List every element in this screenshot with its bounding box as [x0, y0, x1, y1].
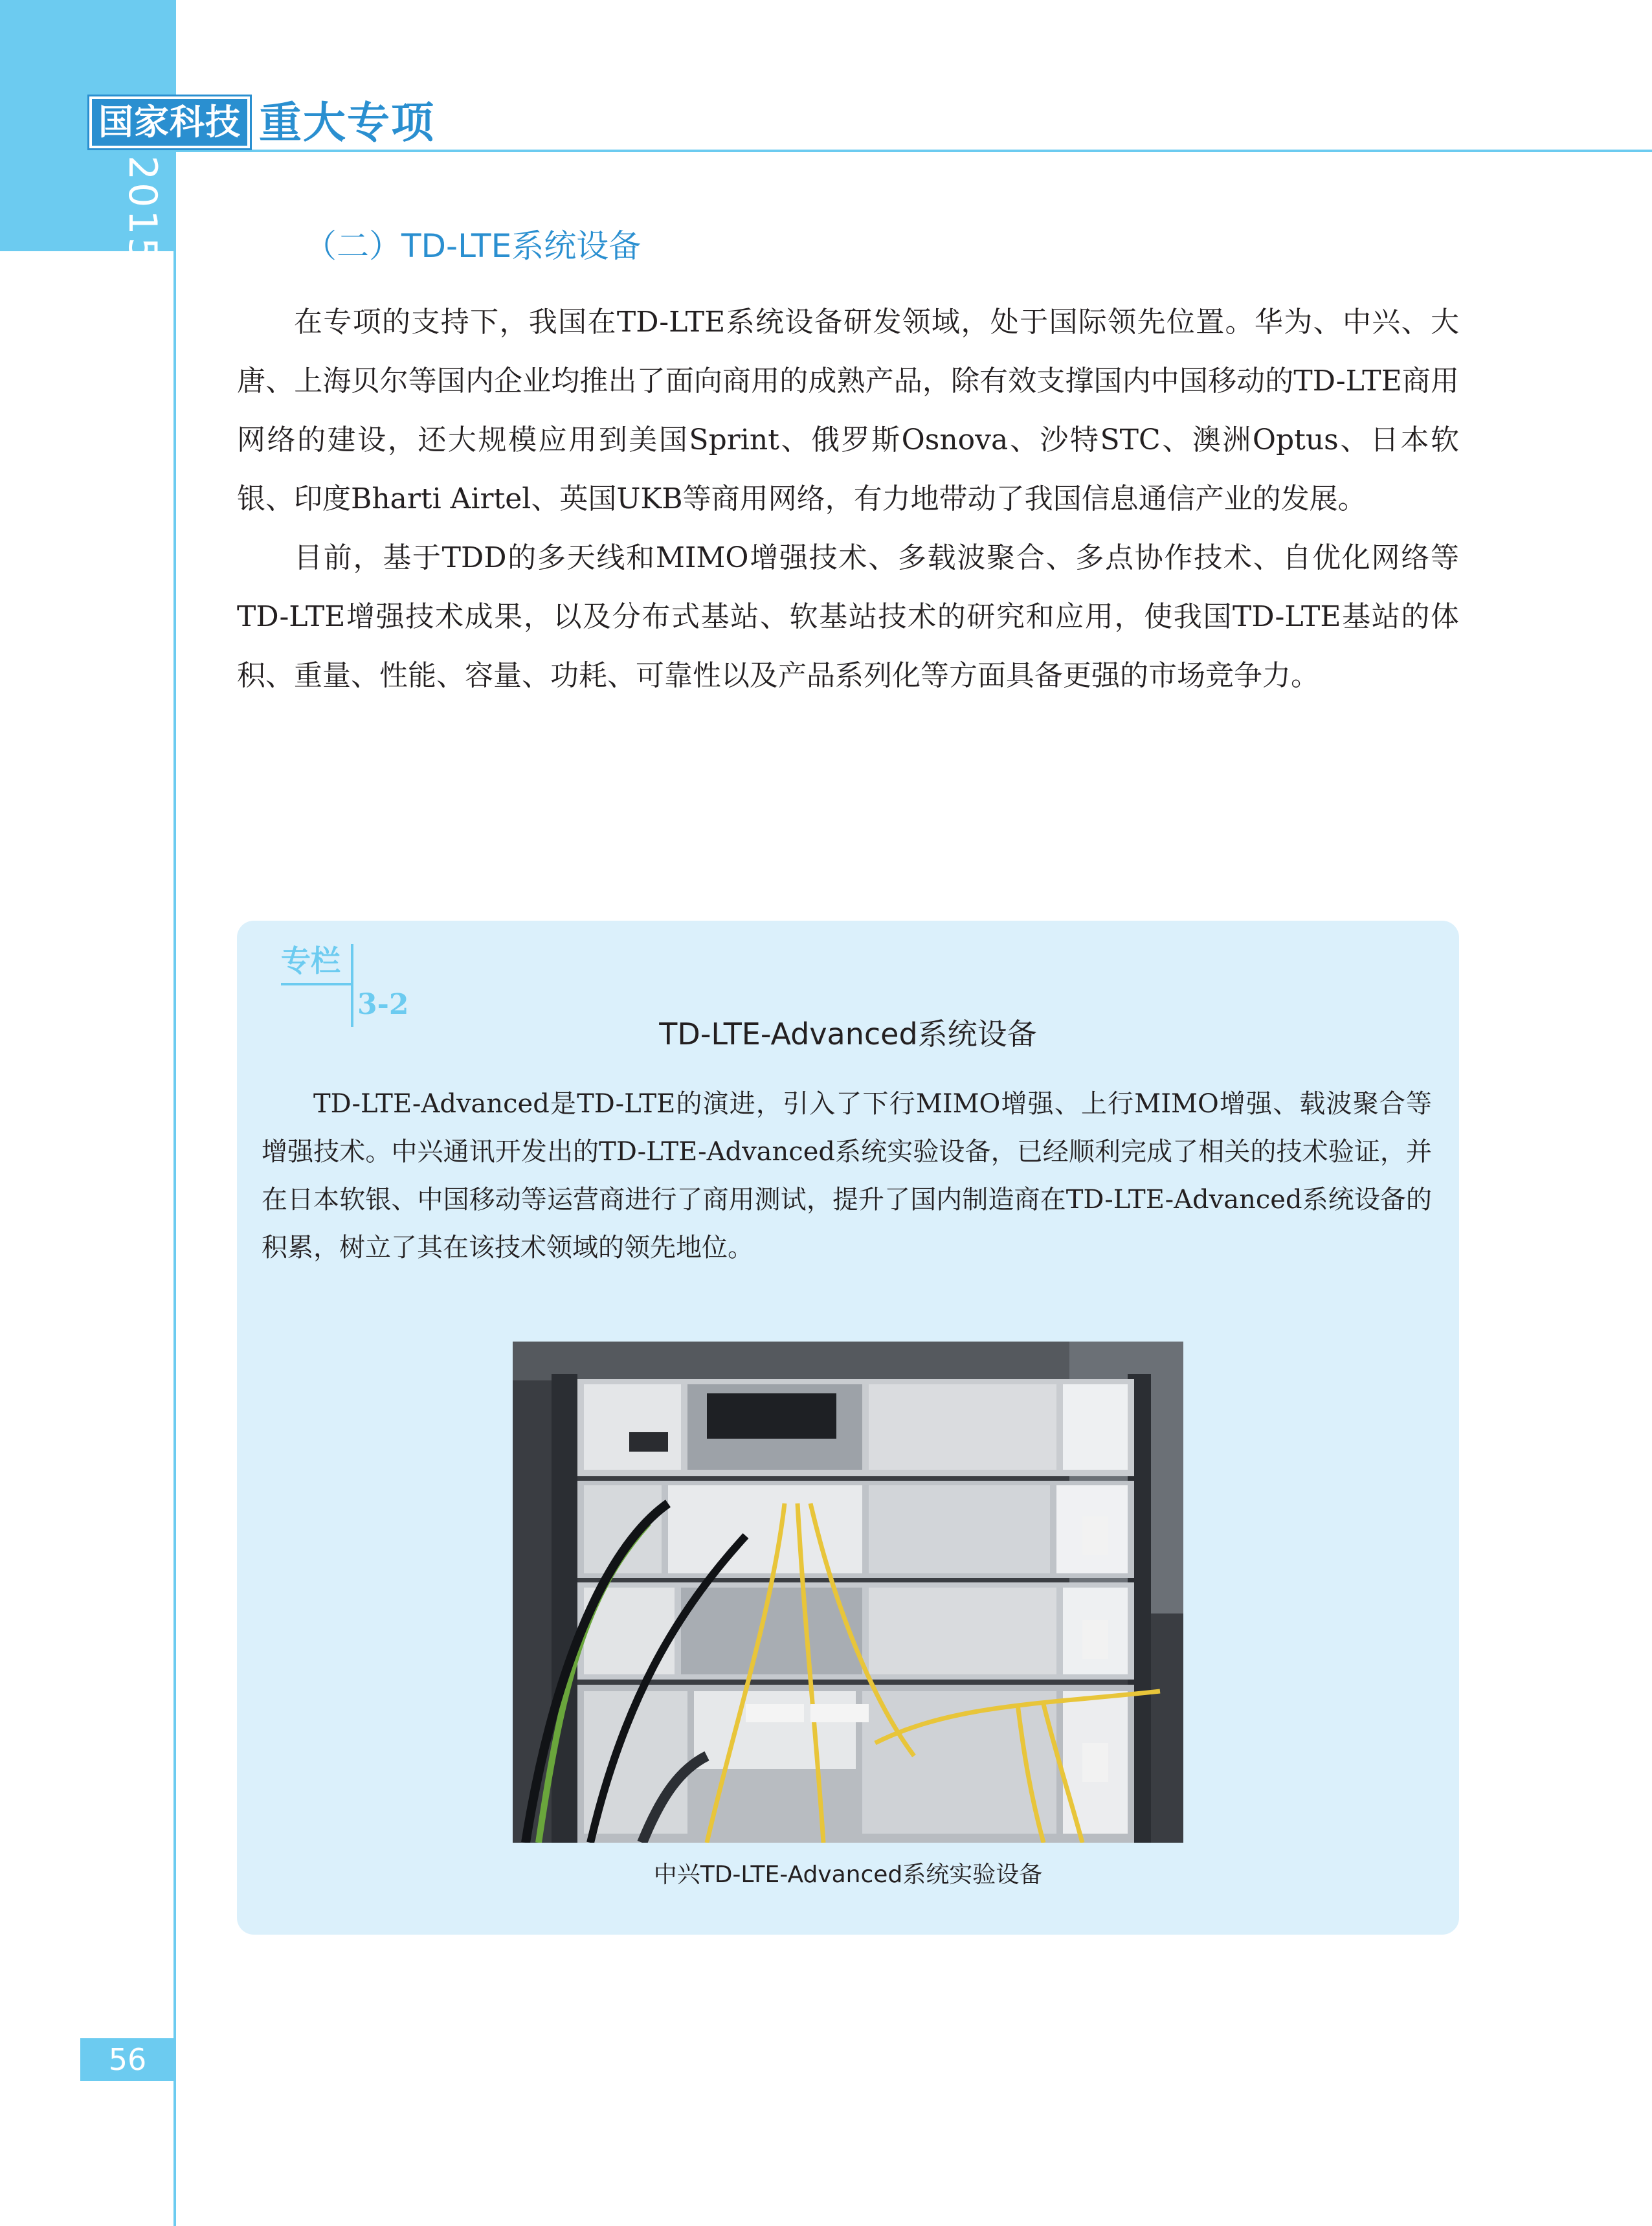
report-year-vertical: 2015 年度报告 [120, 155, 165, 445]
body-paragraph-2: 目前，基于TDD的多天线和MIMO增强技术、多载波聚合、多点协作技术、自优化网络等TD-LTE增强技术成果，以及分布式基站、软基站技术的研究和应用，使我国TD-LTE基站的体积、重量、性能、容量、功耗、可靠性以及产品系列化等方面具备更强的市场竞争力。 [237, 541, 1459, 692]
brand-label-boxed: 国家科技 [89, 96, 250, 148]
sidebar-title: TD-LTE-Advanced系统设备 [659, 1017, 1037, 1051]
sidebar-body [262, 1080, 1432, 1272]
sidebar-label-hbar [281, 983, 353, 985]
margin-vertical-rule [173, 0, 176, 2226]
equipment-photo [513, 1342, 1183, 1843]
body-paragraph-1: 在专项的支持下，我国在TD-LTE系统设备研发领域，处于国际领先位置。华为、中兴、大唐、上海贝尔等国内企业均推出了面向商用的成熟产品，除有效支撑国内中国移动的TD-LTE商用网络的建设，还大规模应用到美国Sprint、俄罗斯Osnova、沙特STC、澳洲Optus、日本软银、印度Bharti Airtel、英国UKB等商用网络，有力地带动了我国信息通信产业的发展。 [237, 306, 1459, 515]
figure-caption: 中兴TD-LTE-Advanced系统实验设备 [653, 1861, 1043, 1888]
page-number: 56 [80, 2038, 175, 2081]
sidebar-number: 3-2 [357, 988, 409, 1021]
sidebar-box [237, 921, 1459, 1935]
sidebar-paragraph: TD-LTE-Advanced是TD-LTE的演进，引入了下行MIMO增强、上行MIMO增强、载波聚合等增强技术。中兴通讯开发出的TD-LTE-Advanced系统实验设备，已经顺利完成了相关的技术验证，并在日本软银、中国移动等运营商进行了商用测试，提升了国内制造商在TD-LTE-Advanced系统设备的积累，树立了其在该技术领域的领先地位。 [262, 1089, 1432, 1263]
section-heading: （二）TD-LTE系统设备 [304, 227, 642, 265]
brand-label-title: 重大专项 [259, 97, 435, 148]
sidebar-label-text: 专栏 [281, 943, 340, 978]
publication-brand [89, 95, 435, 150]
section-body [237, 293, 1459, 705]
